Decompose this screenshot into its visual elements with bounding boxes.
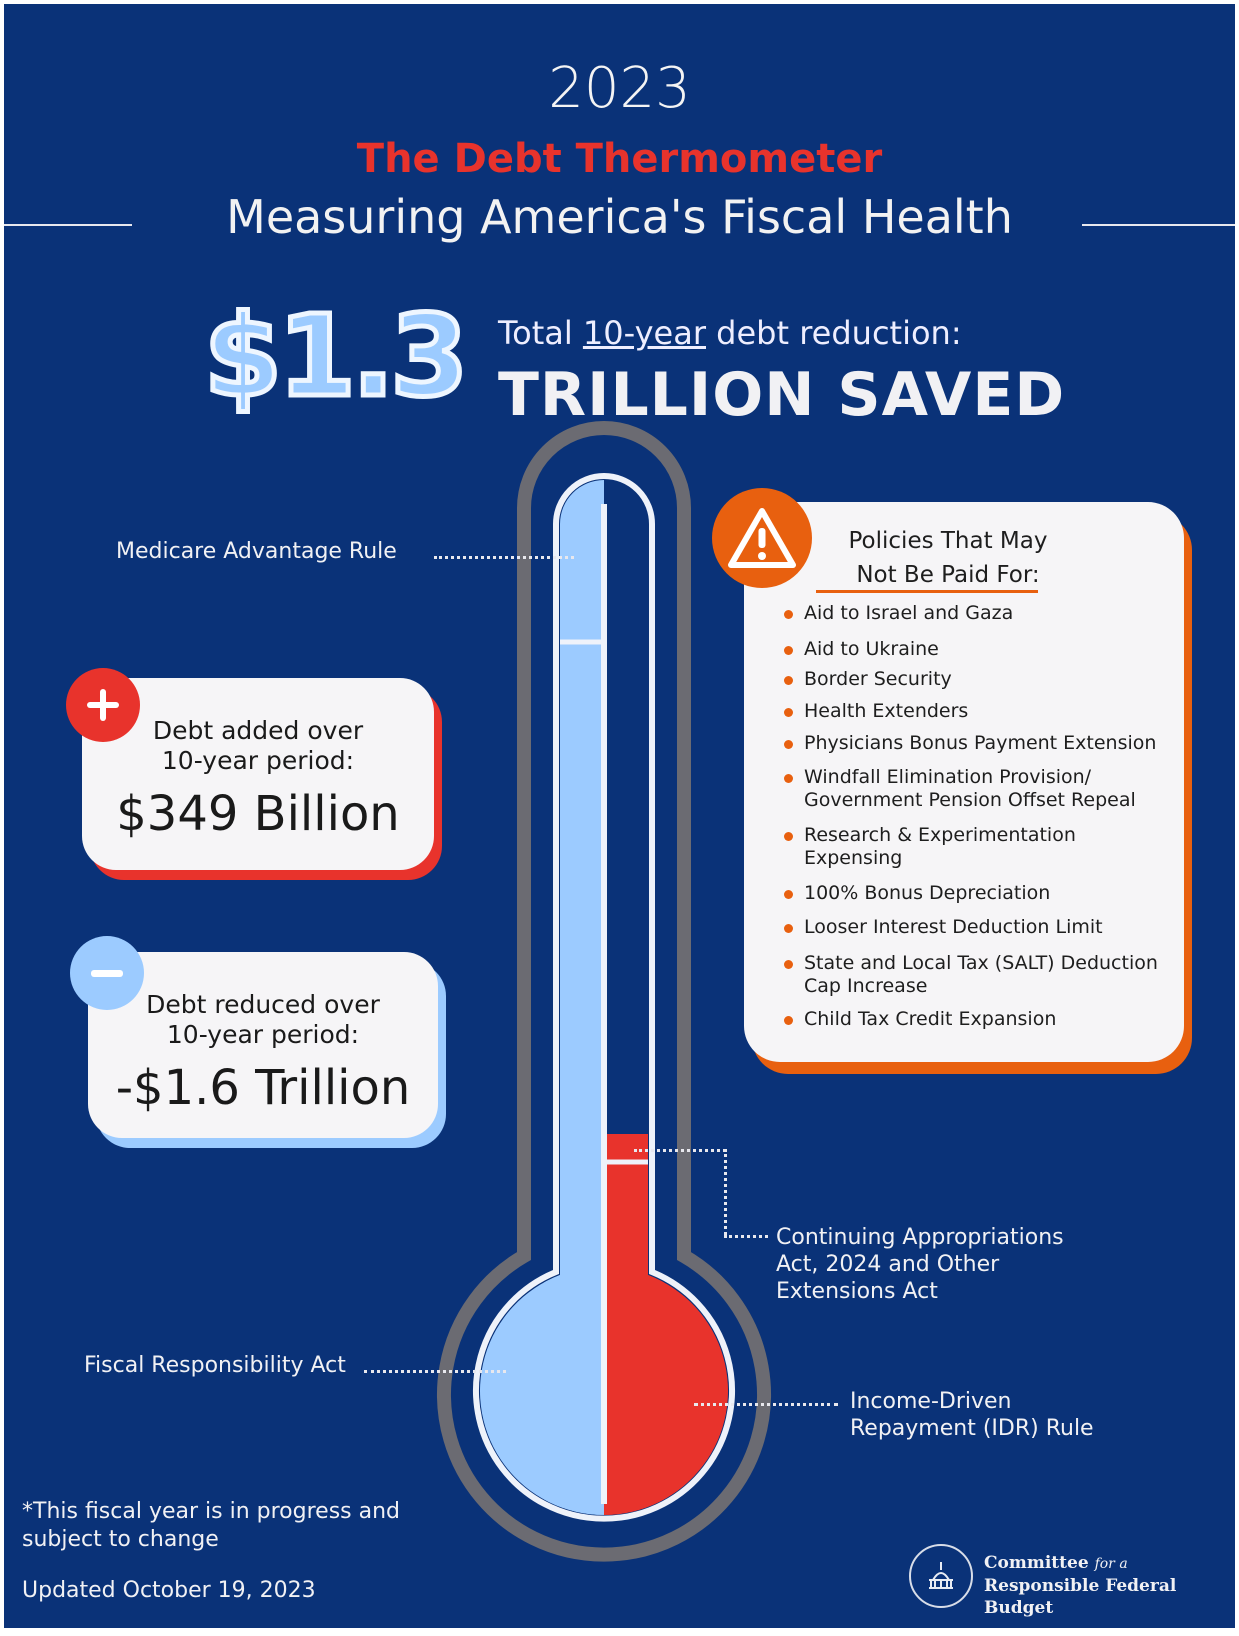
policies-heading: Policies That May Not Be Paid For: [848,528,1048,588]
policies-heading-underline [816,590,1038,593]
capitol-icon [909,1544,973,1608]
year-heading: 2023 [548,56,691,121]
debt-reduced-label: Debt reduced over 10-year period: [146,990,380,1049]
policies-card [744,502,1184,1062]
leader-fiscal [364,1370,506,1373]
list-item: Border Security [784,668,1174,691]
updated-date: Updated October 19, 2023 [22,1578,316,1603]
total-value: TRILLION SAVED [498,360,1066,430]
debt-reduced-value: -$1.6 Trillion [115,1060,411,1116]
page-subtitle: Measuring America's Fiscal Health [226,190,1013,244]
leader-continuing-end [724,1235,768,1238]
list-item: Physicians Bonus Payment Extension [784,732,1174,755]
warning-icon [712,488,812,588]
label-idr-rule: Income-Driven Repayment (IDR) Rule [850,1389,1094,1441]
label-fiscal-responsibility: Fiscal Responsibility Act [84,1353,346,1378]
total-label: Total 10-year debt reduction: [498,314,962,352]
list-item: Child Tax Credit Expansion [784,1008,1174,1031]
list-item: 100% Bonus Depreciation [784,882,1174,905]
list-item: Research & Experimentation Expensing [784,824,1174,870]
leader-continuing-top [634,1149,726,1152]
list-item: Health Extenders [784,700,1174,723]
leader-continuing-vertical [724,1149,727,1235]
leader-medicare [434,556,574,559]
footnote: *This fiscal year is in progress and subject to change [22,1499,400,1552]
leader-idr [694,1403,838,1406]
list-item: Aid to Ukraine [784,638,1174,661]
list-item: Aid to Israel and Gaza [784,602,1174,625]
organization-logo: Committee for a Responsible Federal Budget [984,1553,1177,1618]
plus-icon [66,668,140,742]
label-continuing-appropriations: Continuing Appropriations Act, 2024 and Other Extensions Act [776,1225,1064,1304]
minus-icon [70,936,144,1010]
debt-added-label: Debt added over 10-year period: [152,716,364,775]
list-item: Looser Interest Deduction Limit [784,916,1174,939]
total-amount: $1.3 [204,292,465,422]
infographic [4,4,1235,1628]
list-item: Windfall Elimination Provision/ Government Pension Offset Repeal [784,766,1174,812]
label-medicare-advantage: Medicare Advantage Rule [116,539,397,564]
page-title: The Debt Thermometer [356,136,883,182]
debt-added-value: $349 Billion [116,786,400,842]
list-item: State and Local Tax (SALT) Deduction Cap Increase [784,952,1174,998]
